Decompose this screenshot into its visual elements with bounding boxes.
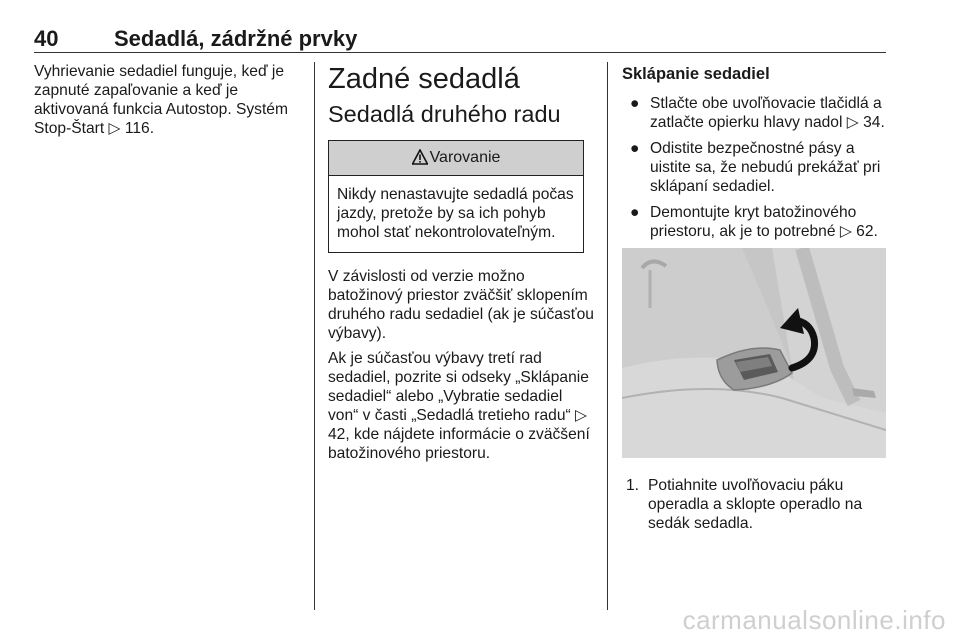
folding-heading: Sklápanie sedadiel <box>622 65 770 83</box>
column-divider-1 <box>314 62 315 610</box>
list-item: ● Odistite bezpečnostné pásy a uistite sa, že nebudú prekážať pri sklápaní sedadiel. <box>630 140 881 195</box>
bullet-list <box>622 94 888 241</box>
section-subtitle: Sedadlá druhého radu <box>328 101 561 127</box>
paragraph-1: V závislosti od verzie možno batožinový priestor zväčšiť sklopením druhého radu sedadiel (ak je súčasťou výbavy). <box>328 268 594 342</box>
step-number: 1. <box>626 477 640 494</box>
page-number: 40 <box>34 26 59 51</box>
seat-illustration-svg <box>622 248 886 458</box>
seat-release-illustration <box>622 248 886 458</box>
column-left <box>34 62 302 138</box>
warning-header <box>329 141 583 176</box>
warning-text: Nikdy nenastavujte sedadlá počas jazdy, pretože by sa ich pohyb mohol stať nekontrolovateľným. <box>337 186 574 241</box>
warning-triangle-icon <box>412 149 428 165</box>
page-header <box>34 20 886 53</box>
section-title: Zadné sedadlá <box>328 63 520 95</box>
watermark: carmanualsonline.info <box>682 605 946 635</box>
bullet-dot: ● <box>630 140 640 157</box>
column-middle <box>328 62 594 469</box>
heating-paragraph: Vyhrievanie sedadiel funguje, keď je zapnuté zapaľovanie a keď je aktivovaná funkcia Autostop. Systém Stop-Štart ▷ 116. <box>34 63 288 137</box>
step-list <box>622 476 888 533</box>
warning-label: Varovanie <box>429 149 501 166</box>
column-divider-2 <box>607 62 608 610</box>
list-item: ● Demontujte kryt batožinového priestoru, ak je to potrebné ▷ 62. <box>630 204 878 240</box>
column-right <box>622 62 888 533</box>
chapter-title: Sedadlá, zádržné prvky <box>114 26 358 51</box>
step-item <box>622 476 888 533</box>
step-text: Potiahnite uvoľňovaciu páku operadla a sklopte operadlo na sedák sedadla. <box>648 477 863 532</box>
paragraph-2: Ak je súčasťou výbavy tretí rad sedadiel, pozrite si odseky „Sklápanie sedadiel“ alebo „Vybratie sedadiel von“ v časti „Sedadlá tretieho radu“ ▷ 42, kde nájdete informácie o zväčšení batožinového priestoru. <box>328 350 590 462</box>
bullet-dot: ● <box>630 204 640 221</box>
bullet-dot: ● <box>630 95 640 112</box>
warning-box <box>328 140 584 253</box>
list-item: ● Stlačte obe uvoľňovacie tlačidlá a zatlačte opierku hlavy nadol ▷ 34. <box>630 95 885 131</box>
